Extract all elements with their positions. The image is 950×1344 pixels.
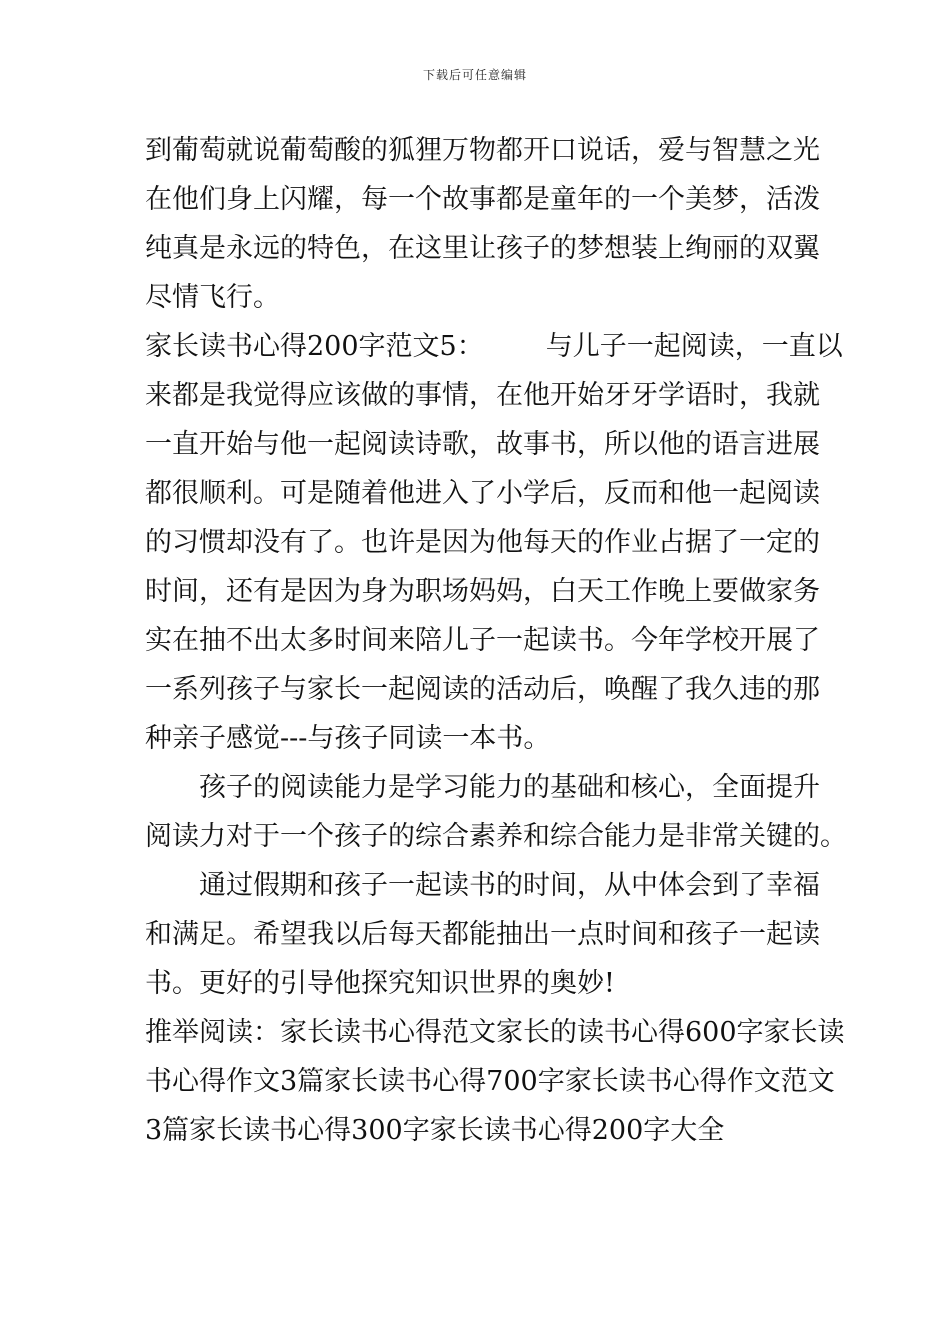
text-line: 都很顺利。可是随着他进入了小学后，反而和他一起阅读 bbox=[145, 478, 820, 509]
text-line: 在他们身上闪耀，每一个故事都是童年的一个美梦，活泼 bbox=[145, 184, 820, 215]
text-line: 实在抽不出太多时间来陪儿子一起读书。今年学校开展了 bbox=[145, 625, 820, 656]
text-line: 纯真是永远的特色，在这里让孩子的梦想装上绚丽的双翼 bbox=[145, 233, 820, 264]
text-line: 书。更好的引导他探究知识世界的奥妙! bbox=[145, 968, 615, 999]
paragraph-start-line: 通过假期和孩子一起读书的时间，从中体会到了幸福 bbox=[199, 870, 820, 901]
text-line: 时间，还有是因为身为职场妈妈，白天工作晚上要做家务 bbox=[145, 576, 820, 607]
recommended-reading-line: 3篇家长读书心得300字家长读书心得200字大全 bbox=[145, 1115, 725, 1146]
body-text bbox=[145, 126, 847, 1155]
section-5-heading: 家长读书心得200字范文5： bbox=[145, 331, 484, 362]
text-line: 尽情飞行。 bbox=[145, 282, 280, 313]
text-line: 来都是我觉得应该做的事情，在他开始牙牙学语时，我就 bbox=[145, 380, 820, 411]
text-line: 一直开始与他一起阅读诗歌，故事书，所以他的语言进展 bbox=[145, 429, 820, 460]
text-line: 到葡萄就说葡萄酸的狐狸万物都开口说话，爱与智慧之光 bbox=[145, 135, 820, 166]
text-line: 种亲子感觉---与孩子同读一本书。 bbox=[145, 723, 551, 754]
section-5-start: 与儿子一起阅读，一直以 bbox=[545, 331, 843, 362]
section-5-first-line bbox=[145, 322, 843, 371]
text-line: 的习惯却没有了。也许是因为他每天的作业占据了一定的 bbox=[145, 527, 820, 558]
text-line: 和满足。希望我以后每天都能抽出一点时间和孩子一起读 bbox=[145, 919, 820, 950]
header-note: 下载后可任意编辑 bbox=[422, 68, 527, 82]
recommended-reading-line: 书心得作文3篇家长读书心得700字家长读书心得作文范文 bbox=[145, 1066, 835, 1097]
text-line: 阅读力对于一个孩子的综合素养和综合能力是非常关键的。 bbox=[145, 821, 847, 852]
paragraph-start-line: 孩子的阅读能力是学习能力的基础和核心，全面提升 bbox=[199, 772, 820, 803]
text-line: 一系列孩子与家长一起阅读的活动后，唤醒了我久违的那 bbox=[145, 674, 820, 705]
recommended-reading-line: 推举阅读：家长读书心得范文家长的读书心得600字家长读 bbox=[145, 1017, 845, 1048]
